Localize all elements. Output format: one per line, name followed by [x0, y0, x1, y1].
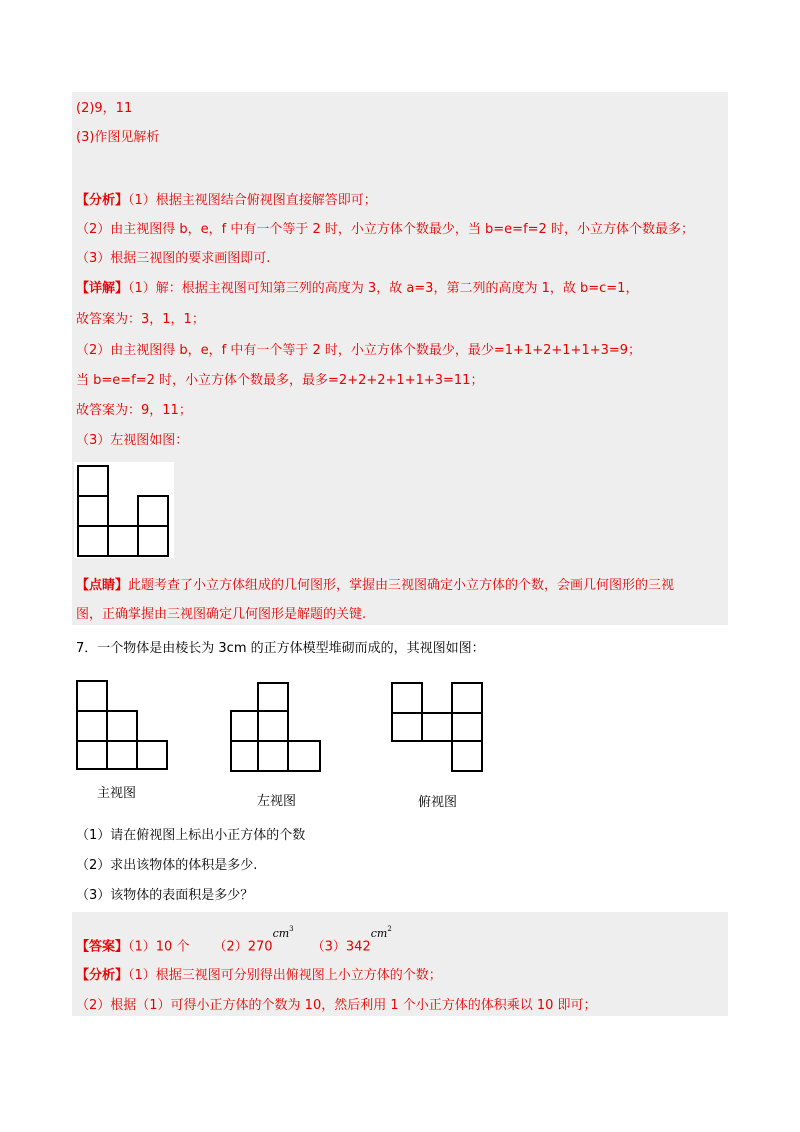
analysis-line-2: （2）由主视图得 b，e，f 中有一个等于 2 时，小立方体个数最少，当 b=e=f=2 时，小立方体个数最多；	[76, 222, 694, 237]
detail-line-3: （2）由主视图得 b，e，f 中有一个等于 2 时，小立方体个数最少，最少=1+1+2+1+1+3=9；	[76, 343, 642, 358]
comment-text: 此题考查了小立方体组成的几何图形，掌握由三视图确定小立方体的个数，会画几何图形的三视	[128, 578, 675, 593]
top-view-figure	[389, 680, 485, 774]
comment-line-1	[76, 577, 674, 595]
detail-line-5: 故答案为：9，11；	[76, 403, 192, 418]
front-view-caption: 主视图	[97, 786, 137, 801]
left-view-answer-figure	[74, 462, 174, 558]
question-7-part-2: （2）求出该物体的体积是多少.	[76, 858, 258, 873]
analysis-text: （1）根据主视图结合俯视图直接解答即可；	[128, 193, 377, 208]
comment-line-2: 图，正确掌握由三视图确定几何图形是解题的关键.	[76, 607, 367, 622]
analysis-line-1	[76, 192, 377, 210]
analysis2-line-1	[76, 967, 442, 985]
answer-line	[76, 925, 392, 956]
detail-tag: 【详解】	[76, 281, 129, 296]
side-view-figure	[228, 680, 324, 774]
answer-tag: 【答案】	[76, 939, 129, 955]
answer-part-2: (2)9，11	[76, 101, 133, 116]
question-7-part-3: （3）该物体的表面积是多少？	[76, 888, 254, 903]
front-view-figure	[74, 678, 170, 772]
analysis2-line-2: （2）根据（1）可得小正方体的个数为 10，然后利用 1 个小正方体的体积乘以 10 即可；	[76, 998, 597, 1013]
side-view-caption: 左视图	[257, 794, 297, 809]
comment-tag: 【点睛】	[76, 578, 129, 593]
detail-text: （1）解：根据主视图可知第三列的高度为 3，故 a=3，第二列的高度为 1，故 b=c=1，	[128, 281, 639, 296]
volume-unit: cm3	[272, 925, 294, 940]
answer-part-1: （1）10 个	[128, 939, 190, 955]
analysis2-text: （1）根据三视图可分别得出俯视图上小立方体的个数；	[128, 968, 442, 983]
detail-line-2: 故答案为：3，1，1；	[76, 312, 205, 327]
answer-part-3: (3)作图见解析	[76, 130, 160, 145]
answer-part-3-area: （3）342	[311, 939, 371, 955]
analysis-tag: 【分析】	[76, 193, 129, 208]
question-7-stem: 7．一个物体是由棱长为 3cm 的正方体模型堆砌而成的，其视图如图：	[76, 641, 485, 656]
analysis-line-3: （3）根据三视图的要求画图即可.	[76, 251, 271, 266]
analysis2-tag: 【分析】	[76, 968, 129, 983]
area-unit: cm2	[370, 925, 392, 940]
top-view-caption: 俯视图	[418, 795, 458, 810]
question-7-part-1: （1）请在俯视图上标出小正方体的个数	[76, 828, 306, 843]
detail-line-4: 当 b=e=f=2 时，小立方体个数最多，最多=2+2+2+1+1+3=11；	[76, 373, 484, 388]
detail-line-1	[76, 280, 638, 298]
answer-part-2-volume: （2）270	[213, 939, 273, 955]
detail-line-6: （3）左视图如图：	[76, 433, 189, 448]
